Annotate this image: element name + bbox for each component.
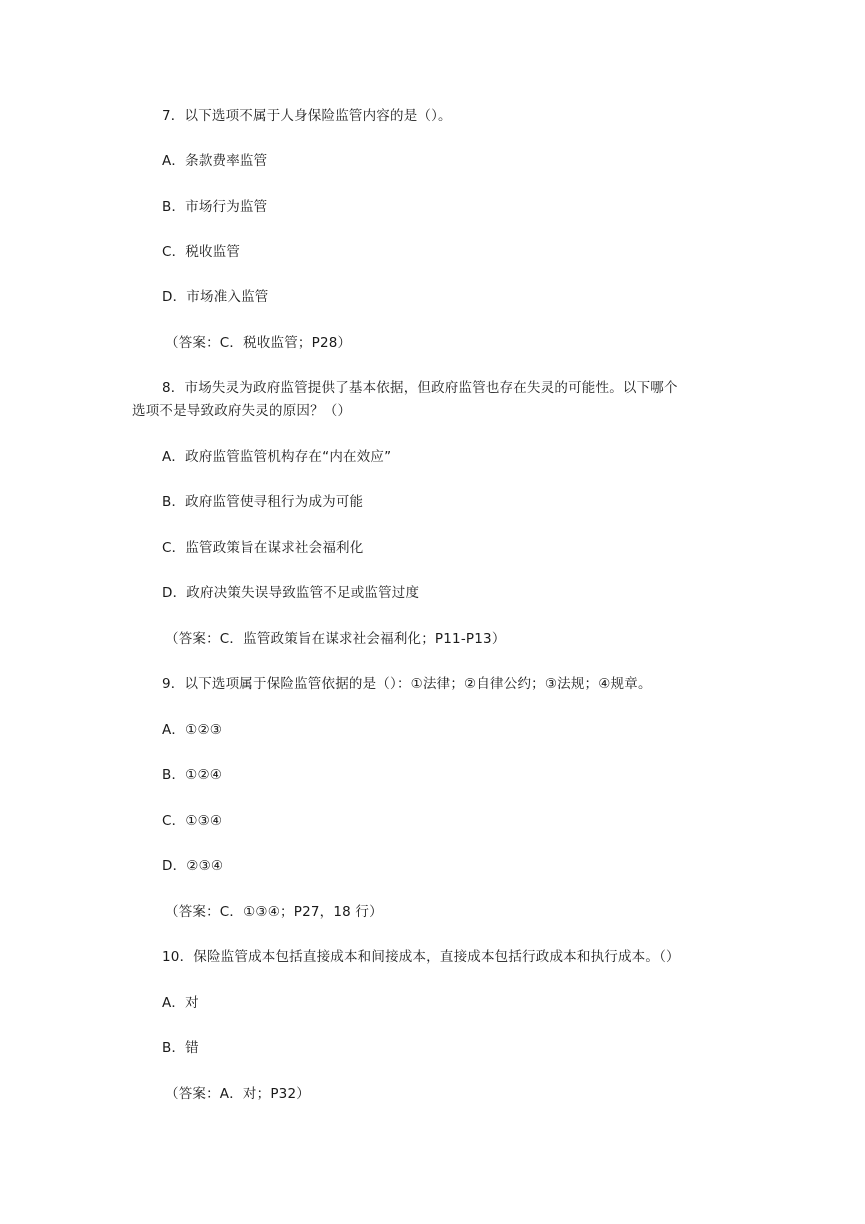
question-8-stem-line-1: 8．市场失灵为政府监管提供了基本依据，但政府监管也存在失灵的可能性。以下哪个 [162,380,678,396]
question-8-option-c: C．监管政策旨在谋求社会福利化 [162,540,364,556]
question-10-option-b: B．错 [162,1040,199,1056]
question-7-option-b: B．市场行为监管 [162,199,268,215]
question-8-answer: （答案：C．监管政策旨在谋求社会福利化；P11-P13） [165,631,506,647]
question-8-stem-line-2: 选项不是导致政府失灵的原因？（） [132,403,352,419]
question-9-answer: （答案：C．①③④；P27，18 行） [165,904,383,920]
question-9-option-a: A．①②③ [162,722,223,738]
question-7-answer: （答案：C．税收监管；P28） [165,335,352,351]
question-9-option-c: C．①③④ [162,813,223,829]
question-9-option-d: D．②③④ [162,858,224,874]
question-7-stem: 7．以下选项不属于人身保险监管内容的是（）。 [162,108,452,124]
question-9-option-b: B．①②④ [162,767,223,783]
question-8-option-a: A．政府监管监管机构存在“内在效应” [162,449,392,465]
question-8-option-b: B．政府监管使寻租行为成为可能 [162,494,364,510]
question-8-option-d: D．政府决策失误导致监管不足或监管过度 [162,585,420,601]
question-10-answer: （答案：A．对；P32） [165,1086,310,1102]
question-7-option-d: D．市场准入监管 [162,289,269,305]
question-10-option-a: A．对 [162,995,199,1011]
question-10-stem: 10．保险监管成本包括直接成本和间接成本，直接成本包括行政成本和执行成本。（） [162,949,680,965]
question-9-stem: 9．以下选项属于保险监管依据的是（）：①法律；②自律公约；③法规；④规章。 [162,676,652,692]
question-7-option-a: A．条款费率监管 [162,153,268,169]
question-7-option-c: C．税收监管 [162,244,241,260]
